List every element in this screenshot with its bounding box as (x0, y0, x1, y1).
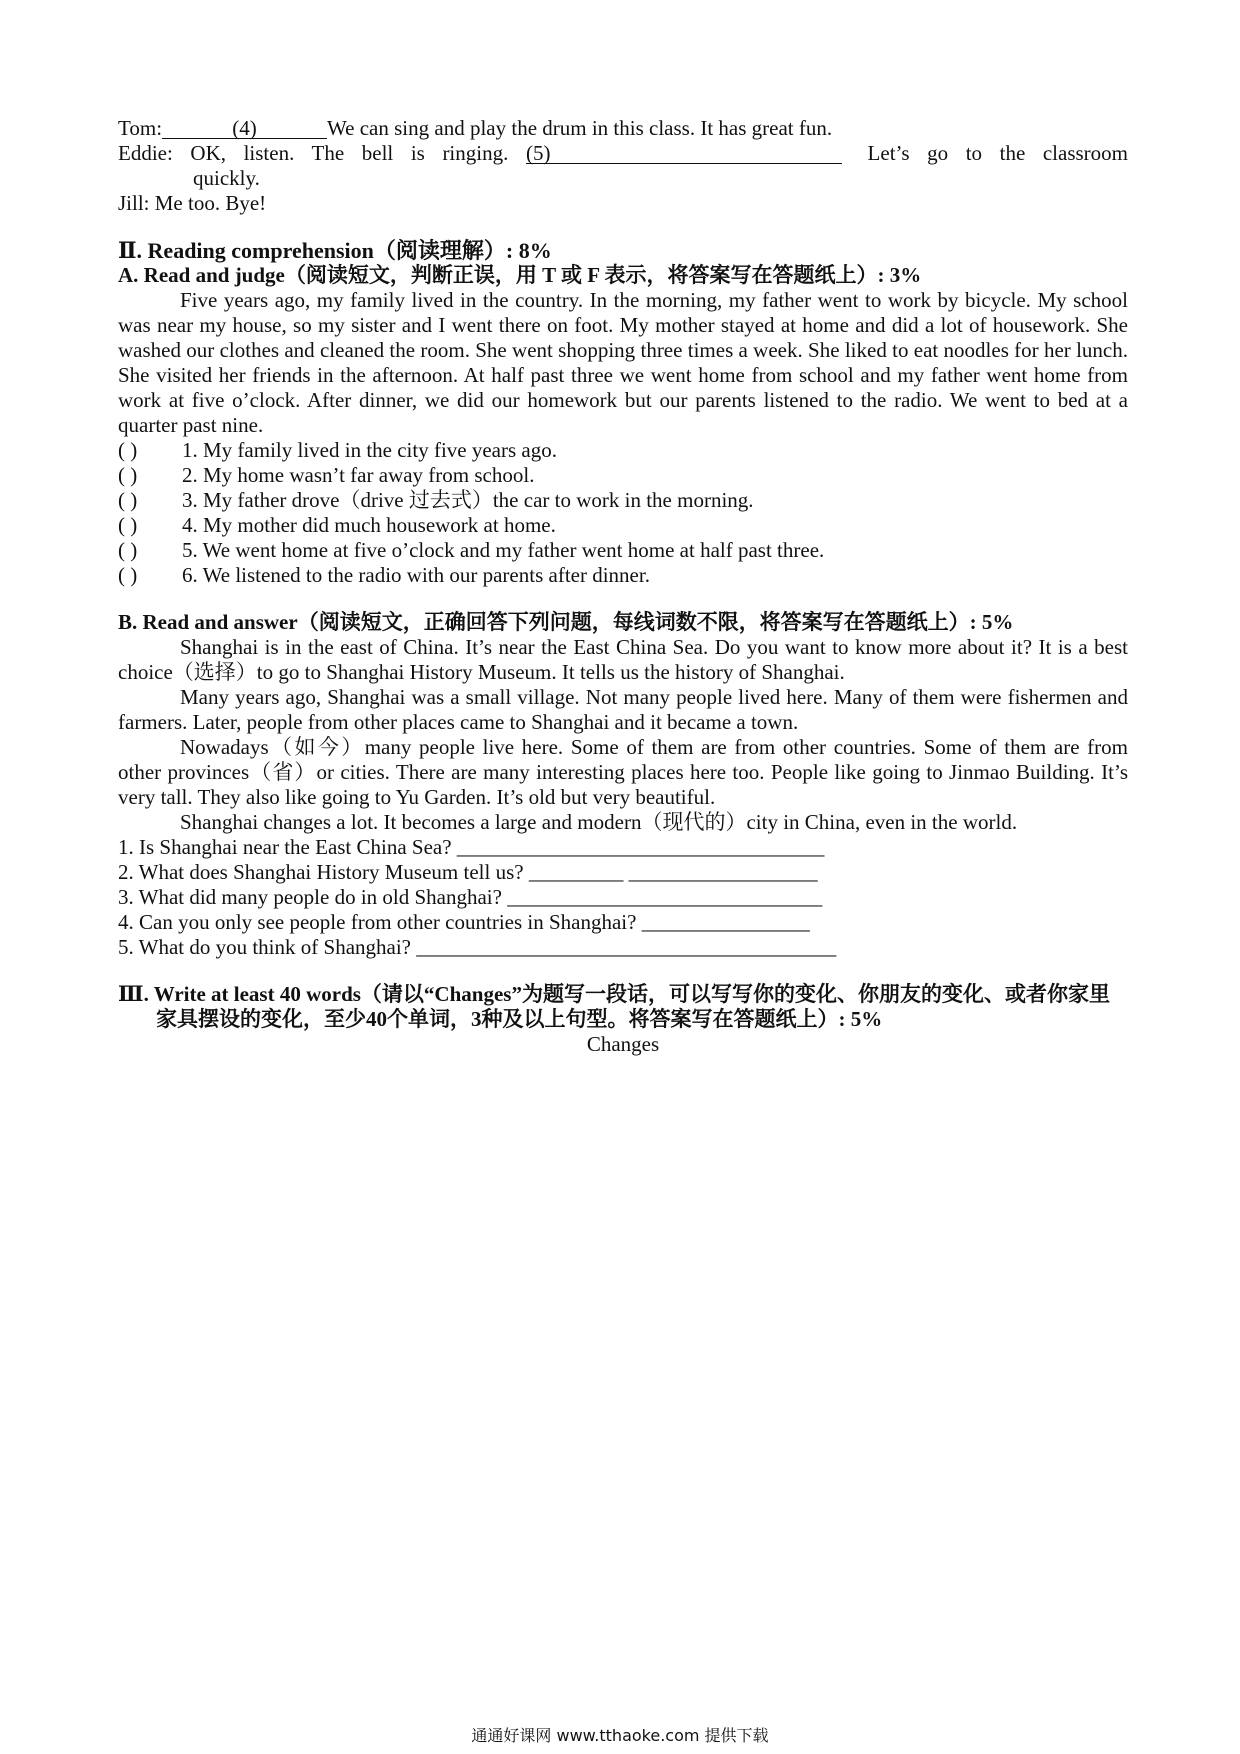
judge-item-text: 2. My home wasn’t far away from school. (182, 463, 535, 487)
answer-paren: ( ) (118, 513, 138, 537)
tom-text: We can sing and play the drum in this class. It has great fun. (327, 116, 833, 140)
answer-blank-4: (4) (162, 118, 327, 139)
part-b-paragraph: Many years ago, Shanghai was a small village. Not many people lived here. Many of them were fishermen and farmers. Later, people from other places came to Shanghai and it became a town. (118, 685, 1128, 734)
part-b-paragraph: Shanghai is in the east of China. It’s near the East China Sea. Do you want to know more about it? It is a best choice（选择）to go to Shanghai History Museum. It tells us the history of Shanghai. (118, 635, 1128, 684)
part-b-paragraph: Shanghai changes a lot. It becomes a large and modern（现代的）city in China, even in the world. (180, 810, 1018, 834)
answer-paren: ( ) (118, 563, 138, 587)
question-item: 5. What do you think of Shanghai? ________________________________________ (118, 935, 837, 959)
judge-item (118, 438, 1128, 463)
question-item: 3. What did many people do in old Shanghai? ______________________________ (118, 885, 823, 909)
tom-speaker: Tom: (118, 116, 163, 140)
answer-paren: ( ) (118, 488, 138, 512)
question-list (118, 835, 1128, 960)
eddie-text-a: OK, listen. The bell is ringing. (190, 141, 509, 165)
dialogue-eddie-line (118, 141, 1128, 166)
exam-page (118, 116, 1128, 1057)
dialogue-tom-line (118, 116, 1128, 141)
judge-item (118, 488, 1128, 513)
judge-item (118, 538, 1128, 563)
part-a-heading: A. Read and judge（阅读短文，判断正误，用 T 或 F 表示，将答案写在答题纸上）: 3% (118, 263, 922, 287)
eddie-speaker: Eddie: (118, 141, 173, 165)
answer-blank-5: (5) (526, 143, 842, 164)
question-item: 2. What does Shanghai History Museum tell us? _________ __________________ (118, 860, 818, 884)
question-item: 4. Can you only see people from other countries in Shanghai? ________________ (118, 910, 810, 934)
answer-paren: ( ) (118, 438, 138, 462)
page-footer: 通通好课网 www.tthaoke.com 提供下载 (471, 1726, 769, 1745)
dialogue-jill-line: Jill: Me too. Bye! (118, 191, 267, 215)
dialogue-eddie-continuation: quickly. (193, 166, 260, 190)
judge-item-text: 4. My mother did much housework at home. (182, 513, 556, 537)
judge-item-text: 3. My father drove（drive 过去式）the car to work in the morning. (182, 488, 754, 512)
eddie-text-b: Let’s go to the classroom (867, 141, 1129, 165)
writing-title: Changes (586, 1032, 660, 1056)
judge-item (118, 563, 1128, 588)
answer-paren: ( ) (118, 538, 138, 562)
judge-item (118, 513, 1128, 538)
judge-item-text: 1. My family lived in the city five years ago. (182, 438, 557, 462)
section-2-heading: Ⅱ. Reading comprehension（阅读理解）: 8% (118, 238, 552, 263)
judge-list (118, 438, 1128, 588)
judge-item (118, 463, 1128, 488)
question-item: 1. Is Shanghai near the East China Sea? ___________________________________ (118, 835, 825, 859)
judge-item-text: 5. We went home at five o’clock and my father went home at half past three. (182, 538, 825, 562)
part-b-paragraph: Nowadays（如今）many people live here. Some of them are from other countries. Some of them are from other provinces（省）or cities. There are many interesting places here too. People like going to Jinmao Building. It’s very tall. They also like going to Yu Garden. It’s old but very beautiful. (118, 735, 1128, 809)
answer-paren: ( ) (118, 463, 138, 487)
judge-item-text: 6. We listened to the radio with our parents after dinner. (182, 563, 650, 587)
part-b-heading: B. Read and answer（阅读短文，正确回答下列问题，每线词数不限，将答案写在答题纸上）: 5% (118, 610, 1014, 634)
part-a-passage: Five years ago, my family lived in the country. In the morning, my father went to work by bicycle. My school was near my house, so my sister and I went there on foot. My mother stayed at home and did a lot of housework. She washed our clothes and cleaned the room. She went shopping three times a week. She liked to eat noodles for her lunch. She visited her friends in the afternoon. At half past three we went home from school and my father went home from work at five o’clock. After dinner, we did our homework but our parents listened to the radio. We went to bed at a quarter past nine. (118, 288, 1128, 437)
section-3-heading: Ⅲ. Write at least 40 words（请以“Changes”为题写一段话，可以写写你的变化、你朋友的变化、或者你家里家具摆设的变化，至少40个单词，3种及以上句型。将答案写在答题纸上）: 5% (118, 982, 1110, 1031)
